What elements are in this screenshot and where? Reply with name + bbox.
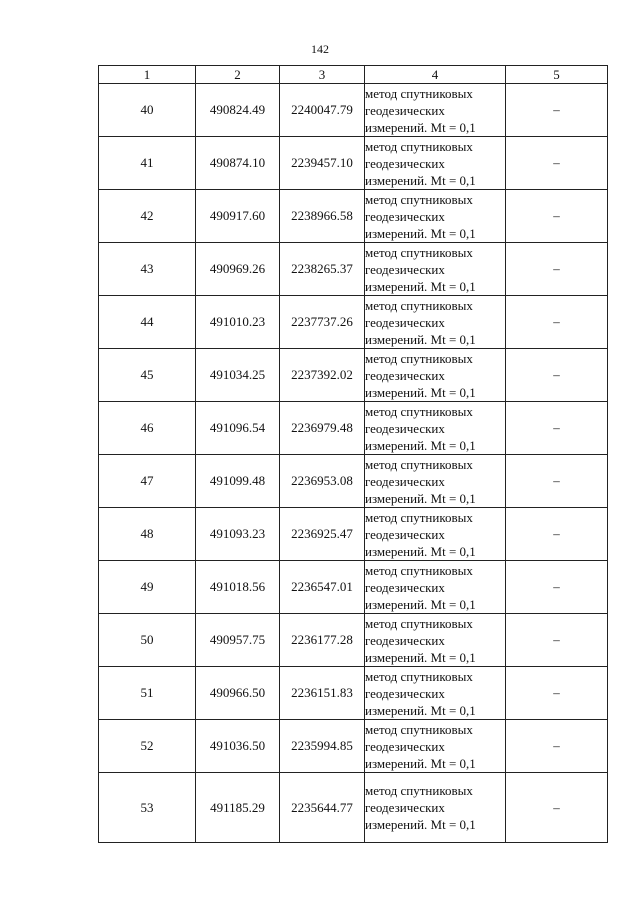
note-cell: – bbox=[506, 190, 608, 243]
method-line: измерений. Mt = 0,1 bbox=[365, 649, 476, 665]
method-cell bbox=[365, 455, 506, 508]
table-body bbox=[99, 84, 608, 843]
method-line: измерений. Mt = 0,1 bbox=[365, 172, 476, 188]
method-line: геодезических bbox=[365, 800, 445, 815]
note-cell: – bbox=[506, 243, 608, 296]
method-line: измерений. Mt = 0,1 bbox=[365, 596, 476, 612]
method-cell bbox=[365, 84, 506, 137]
method-line: измерений. Mt = 0,1 bbox=[365, 384, 476, 400]
x-coordinate-cell: 490969.26 bbox=[196, 243, 280, 296]
point-number-cell: 53 bbox=[99, 773, 196, 843]
x-coordinate-cell: 491185.29 bbox=[196, 773, 280, 843]
table-row bbox=[99, 720, 608, 773]
method-line: метод спутниковых bbox=[365, 244, 473, 260]
method-line: геодезических bbox=[365, 526, 445, 542]
coordinates-table bbox=[98, 65, 608, 843]
x-coordinate-cell: 491034.25 bbox=[196, 349, 280, 402]
method-line: измерений. Mt = 0,1 bbox=[365, 437, 476, 453]
y-coordinate-cell: 2236547.01 bbox=[280, 561, 365, 614]
y-coordinate-cell: 2240047.79 bbox=[280, 84, 365, 137]
point-number-cell: 45 bbox=[99, 349, 196, 402]
note-cell: – bbox=[506, 561, 608, 614]
note-cell: – bbox=[506, 137, 608, 190]
method-line: геодезических bbox=[365, 632, 445, 648]
method-line: метод спутниковых bbox=[365, 562, 473, 578]
table-row bbox=[99, 243, 608, 296]
y-coordinate-cell: 2236177.28 bbox=[280, 614, 365, 667]
header-col-1: 1 bbox=[99, 66, 196, 84]
x-coordinate-cell: 491010.23 bbox=[196, 296, 280, 349]
point-number-cell: 52 bbox=[99, 720, 196, 773]
x-coordinate-cell: 491036.50 bbox=[196, 720, 280, 773]
header-col-3: 3 bbox=[280, 66, 365, 84]
point-number-cell: 44 bbox=[99, 296, 196, 349]
point-number-cell: 46 bbox=[99, 402, 196, 455]
method-cell bbox=[365, 137, 506, 190]
header-col-2: 2 bbox=[196, 66, 280, 84]
method-line: геодезических bbox=[365, 155, 445, 171]
method-cell bbox=[365, 508, 506, 561]
y-coordinate-cell: 2238966.58 bbox=[280, 190, 365, 243]
x-coordinate-cell: 491093.23 bbox=[196, 508, 280, 561]
note-cell: – bbox=[506, 296, 608, 349]
table-row bbox=[99, 402, 608, 455]
method-cell bbox=[365, 614, 506, 667]
point-number-cell: 43 bbox=[99, 243, 196, 296]
y-coordinate-cell: 2236151.83 bbox=[280, 667, 365, 720]
method-line: геодезических bbox=[365, 314, 445, 330]
point-number-cell: 42 bbox=[99, 190, 196, 243]
method-line: измерений. Mt = 0,1 bbox=[365, 490, 476, 506]
method-line: геодезических bbox=[365, 738, 445, 754]
note-cell: – bbox=[506, 773, 608, 843]
y-coordinate-cell: 2236953.08 bbox=[280, 455, 365, 508]
note-cell: – bbox=[506, 667, 608, 720]
method-line: метод спутниковых bbox=[365, 297, 473, 313]
y-coordinate-cell: 2238265.37 bbox=[280, 243, 365, 296]
x-coordinate-cell: 490824.49 bbox=[196, 84, 280, 137]
method-line: геодезических bbox=[365, 420, 445, 436]
y-coordinate-cell: 2237737.26 bbox=[280, 296, 365, 349]
method-line: метод спутниковых bbox=[365, 85, 473, 101]
method-line: геодезических bbox=[365, 473, 445, 489]
x-coordinate-cell: 490957.75 bbox=[196, 614, 280, 667]
method-cell bbox=[365, 190, 506, 243]
table-row bbox=[99, 614, 608, 667]
point-number-cell: 40 bbox=[99, 84, 196, 137]
method-cell bbox=[365, 667, 506, 720]
y-coordinate-cell: 2237392.02 bbox=[280, 349, 365, 402]
header-col-4: 4 bbox=[365, 66, 506, 84]
method-line: метод спутниковых bbox=[365, 668, 473, 684]
method-cell bbox=[365, 773, 506, 843]
table-row bbox=[99, 773, 608, 843]
point-number-cell: 51 bbox=[99, 667, 196, 720]
method-cell bbox=[365, 349, 506, 402]
point-number-cell: 41 bbox=[99, 137, 196, 190]
point-number-cell: 50 bbox=[99, 614, 196, 667]
method-line: геодезических bbox=[365, 208, 445, 224]
method-line: метод спутниковых bbox=[365, 350, 473, 366]
point-number-cell: 47 bbox=[99, 455, 196, 508]
x-coordinate-cell: 490966.50 bbox=[196, 667, 280, 720]
method-cell bbox=[365, 243, 506, 296]
table-row bbox=[99, 667, 608, 720]
x-coordinate-cell: 490917.60 bbox=[196, 190, 280, 243]
method-line: геодезических bbox=[365, 579, 445, 595]
method-line: измерений. Mt = 0,1 bbox=[365, 702, 476, 718]
point-number-cell: 48 bbox=[99, 508, 196, 561]
method-line: метод спутниковых bbox=[365, 721, 473, 737]
x-coordinate-cell: 490874.10 bbox=[196, 137, 280, 190]
method-cell bbox=[365, 296, 506, 349]
note-cell: – bbox=[506, 508, 608, 561]
page-number: 142 bbox=[311, 42, 329, 56]
table-row bbox=[99, 84, 608, 137]
method-line: измерений. Mt = 0,1 bbox=[365, 543, 476, 559]
note-cell: – bbox=[506, 402, 608, 455]
table-row bbox=[99, 349, 608, 402]
method-cell bbox=[365, 561, 506, 614]
note-cell: – bbox=[506, 720, 608, 773]
table-row bbox=[99, 508, 608, 561]
y-coordinate-cell: 2236925.47 bbox=[280, 508, 365, 561]
method-line: измерений. Mt = 0,1 bbox=[365, 755, 476, 771]
method-line: геодезических bbox=[365, 261, 445, 277]
method-cell bbox=[365, 720, 506, 773]
method-line: измерений. Mt = 0,1 bbox=[365, 225, 476, 241]
note-cell: – bbox=[506, 455, 608, 508]
method-line: метод спутниковых bbox=[365, 403, 473, 419]
method-line: измерений. Mt = 0,1 bbox=[365, 119, 476, 135]
table-row bbox=[99, 455, 608, 508]
method-line: метод спутниковых bbox=[365, 615, 473, 631]
method-line: геодезических bbox=[365, 367, 445, 383]
table-row bbox=[99, 296, 608, 349]
table-header bbox=[99, 66, 608, 84]
method-line: метод спутниковых bbox=[365, 509, 473, 525]
method-cell bbox=[365, 402, 506, 455]
y-coordinate-cell: 2239457.10 bbox=[280, 137, 365, 190]
method-line: измерений. Mt = 0,1 bbox=[365, 817, 476, 832]
method-line: метод спутниковых bbox=[365, 783, 473, 798]
method-line: геодезических bbox=[365, 685, 445, 701]
x-coordinate-cell: 491099.48 bbox=[196, 455, 280, 508]
method-line: метод спутниковых bbox=[365, 456, 473, 472]
method-line: геодезических bbox=[365, 102, 445, 118]
note-cell: – bbox=[506, 84, 608, 137]
note-cell: – bbox=[506, 349, 608, 402]
header-col-5: 5 bbox=[506, 66, 608, 84]
table-row bbox=[99, 561, 608, 614]
header-row bbox=[99, 66, 608, 84]
method-line: измерений. Mt = 0,1 bbox=[365, 331, 476, 347]
y-coordinate-cell: 2235644.77 bbox=[280, 773, 365, 843]
note-cell: – bbox=[506, 614, 608, 667]
point-number-cell: 49 bbox=[99, 561, 196, 614]
x-coordinate-cell: 491018.56 bbox=[196, 561, 280, 614]
table-row bbox=[99, 190, 608, 243]
method-line: метод спутниковых bbox=[365, 191, 473, 207]
y-coordinate-cell: 2235994.85 bbox=[280, 720, 365, 773]
method-line: измерений. Mt = 0,1 bbox=[365, 278, 476, 294]
method-line: метод спутниковых bbox=[365, 138, 473, 154]
x-coordinate-cell: 491096.54 bbox=[196, 402, 280, 455]
y-coordinate-cell: 2236979.48 bbox=[280, 402, 365, 455]
table-row bbox=[99, 137, 608, 190]
